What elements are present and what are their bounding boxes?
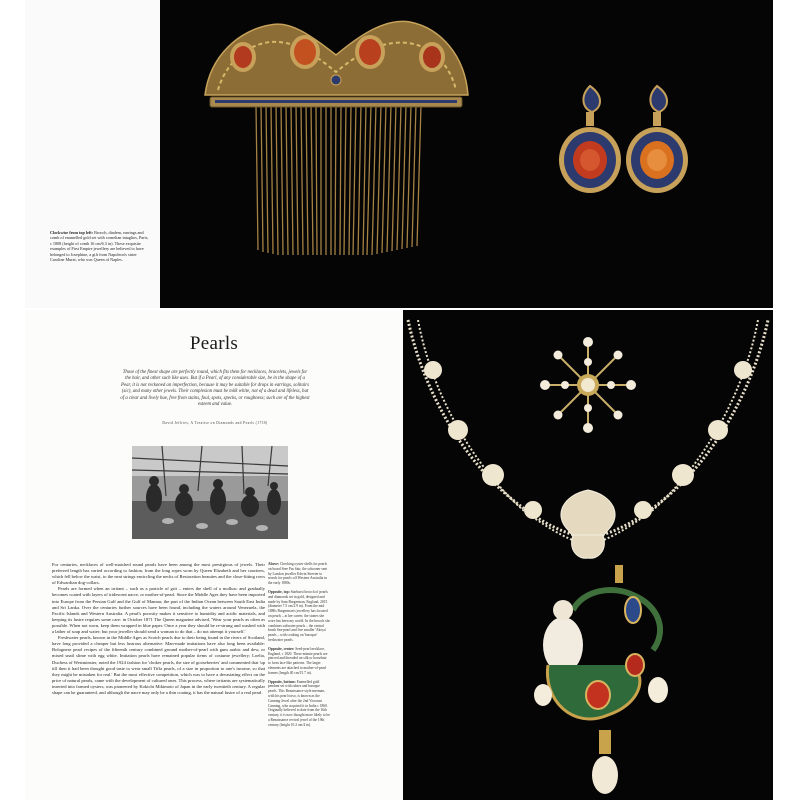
side-caption-text: Starburst brooch of pearls and diamonds set in gold, designed and made by Sam Burgerman, England, 2015 (diameter 7.5 cm/2.9 in). From the mid 1880s Burgerman's jewellery has focused on pearls – at her career, the stones she wore has been my world. In the brooch she combines saltwater pearls – the central brush Sea-pearl and five smaller 'Akoya' pearls – with cooking on 'baroque' freshwater pearls. bbox=[268, 589, 330, 642]
body-paragraph: For centuries, necklaces of well-matched round pearls have been among the most prestigious of jewels. Their preferred length has varied according to fashion, from the long ropes worn by Queen Elizabeth and her courtiers, which fell below the waist, to the neat strings encircling the necks of Restoration beauties and the close-fitting rows of Edwardian dog-collars. bbox=[52, 562, 265, 586]
body-text bbox=[52, 562, 265, 696]
side-caption-heading: Opposite, top: bbox=[268, 589, 290, 594]
side-caption-heading: Opposite, centre: bbox=[268, 646, 295, 651]
side-captions bbox=[268, 562, 330, 732]
side-caption-text: Checking oyster shells for pearls on board Sree Pas Sair, the schooner sent by London jeweller Edwin Streeter to search for pearls off Western Australia in the early 1880s. bbox=[268, 562, 328, 586]
section-title: Pearls bbox=[189, 333, 239, 354]
comb-earrings-illustration bbox=[160, 0, 773, 308]
side-caption bbox=[268, 590, 330, 643]
pearl-jewellery-photo bbox=[403, 310, 773, 800]
epigraph-quote: Those of the finest shape are perfectly round, which fits them for necklaces, bracelets, jewels for the hair, and other such like uses. But if a Pearl, of any considerable size, be in the shape of a Pear, it is not reckoned an imperfection, because it may be suitable for drops in earrings, solitairs (sic), and many other jewels. Their complexion must be milk white, not of a dead and lifeless, but of a clear and lively hue, free from stains, foul, spots, specks, or roughness; such are of the highest esteem and value. bbox=[120, 370, 310, 408]
top-caption-heading: Clockwise from top left: bbox=[50, 230, 94, 235]
top-caption-text: Brooch, diadem, earrings and comb of enamelled gold set with cornelian intaglios, Paris, c 1808 (height of comb 16 cm/6.3 in). These exquisite examples of First Empire jewellery are believed to have belonged to Josephine, a gift from Napoleon's sister Caroline Murat, who was Queen of Naples. bbox=[50, 230, 149, 263]
top-caption bbox=[50, 230, 150, 262]
side-caption bbox=[268, 562, 330, 586]
body-paragraph: Pearls are formed when an irritant – such as a particle of grit – enters the shell of a mollusc and gradually becomes coated with layers of iridescent nacre, or mother-of-pearl. Since the Middle Ages they have been imported into Europe from the Persian Gulf and the Gulf of Mannar, the part of the Indian Ocean between South East India and Sri Lanka. Over the centuries further sources have been found, including the waters around Venezuela, the Pacific Islands and Western Australia. A pearl's porosity makes it sensitive to humidity and acidic materials, and keeping its lustre requires some care: in October 1871 The Queen magazine advised, 'Wear your pearls as often as possible. When not worn, keep them wrapped in blue paper. Once a year they should be re-strung and washed with a lather of soap and water; but your jeweller should send a woman to do that – do not attempt it yourself.' bbox=[52, 586, 265, 635]
side-caption-text: Seed-pearl necklace, England, c 1820. These minute pearls are pierced and threaded on silk or horsehair to form lace-like patterns. The larger elements are attached to mother-of-pearl frames (length 40 cm/15.7 in). bbox=[268, 646, 328, 675]
pearl-divers-illustration bbox=[132, 446, 288, 539]
comb-earrings-photo bbox=[160, 0, 773, 308]
epigraph-attribution: David Jeffries, A Treatise on Diamonds and Pearls (1750) bbox=[162, 421, 268, 425]
side-caption-text: Enamelled gold pendant set with rubies and baroque pearls. This Renaissance-style merman, with his pearl torso, is known as the Canning Jewel after the 2nd Viscount Canning, who acquired it in India c 1860. Originally believed to date from the 16th century, it is now thought more likely to be a Renaissance revival jewel of the 19th century (height 10.2 cm/4 in). bbox=[268, 679, 330, 727]
side-caption bbox=[268, 647, 330, 676]
pearl-jewellery-illustration bbox=[403, 310, 773, 800]
body-paragraph: Freshwater pearls, known in the Middle Ages as Scotch pearls due to their being found in the rivers of Scotland, have long provided a cheaper but less lustrous alternative. Man-made imitations have also long been available: Bolognese pearl recipes of the fifteenth century combined ground mother-of-pearl with gum arabic and dew, or mixed snail slime with egg white. Imitation pearls have remained popular items of costume jewellery; Loelia, Duchess of Westminster, noted the 1924 fashion for 'choker pearls, the size of gooseberries' and commented that 'up till then it had been thought good taste to wear small Tiffa pearls, of a size in proportion to one's income, so that they might be mistaken for real.' But the most effective competition, which was to have a devastating effect on the price of natural pearls, came with the development of cultured ones. This process, where irritants are systematically inserted into farmed oysters, was pioneered by Kokichi Mikimoto of Japan in the early twentieth century. A regular shape can be guaranteed, and although the nacre may only be a thin coating, it has the natural lustre of a real pearl. bbox=[52, 635, 265, 695]
pearl-divers-photo bbox=[132, 446, 288, 539]
side-caption bbox=[268, 680, 330, 728]
side-caption-heading: Opposite, bottom: bbox=[268, 679, 296, 684]
side-caption-heading: Above: bbox=[268, 562, 279, 566]
